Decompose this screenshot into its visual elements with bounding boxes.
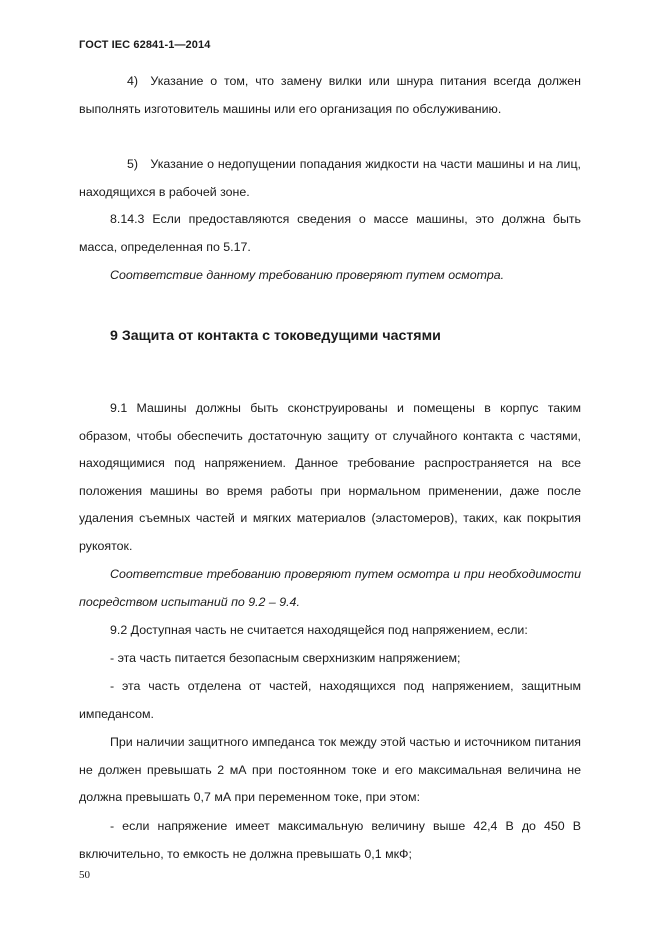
clause-8-14-3: 8.14.3 Если предоставляются сведения о массе машины, это должна быть масса, определенная по 5.17. [79,212,581,254]
section-heading: 9 Защита от контакта с токоведущими частями [110,328,441,344]
list-item-voltage: - если напряжение имеет максимальную величину выше 42,4 В до 450 В включительно, то емкость не должна превышать 0,1 мкФ; [79,819,581,861]
clause-9-1: 9.1 Машины должны быть сконструированы и помещены в корпус таким образом, чтобы обеспечить достаточную защиту от случайного контакта с частями, находящимися под напряжением. Данное требование распространяется на все положения машины во время работы при нормальном применении, даже после удаления съемных частей и мягких материалов (эластомеров), таких, как покрытия рукояток. [79,401,581,553]
document-header: ГОСТ IEC 62841-1—2014 [79,39,211,51]
list-item-5: 5) Указание о недопущении попадания жидкости на части машины и на лиц, находящихся в рабочей зоне. [79,157,581,199]
impedance-current-paragraph: При наличии защитного импеданса ток между этой частью и источником питания не должен превышать 2 мА при постоянном токе и его максимальная величина не должна превышать 0,7 мА при переменном токе, при этом: [79,735,581,804]
compliance-note-2: Соответствие требованию проверяют путем осмотра и при необходимости посредством испытаний по 9.2 – 9.4. [79,567,581,609]
list-item-4: 4) Указание о том, что замену вилки или шнура питания всегда должен выполнять изготовитель машины или его организация по обслуживанию. [79,74,581,116]
list-item-impedance: - эта часть отделена от частей, находящихся под напряжением, защитным импедансом. [79,679,581,721]
clause-9-2: 9.2 Доступная часть не считается находящейся под напряжением, если: [110,623,528,637]
list-item-selv: - эта часть питается безопасным сверхнизким напряжением; [110,651,461,665]
page-number: 50 [79,869,90,881]
compliance-note-1: Соответствие данному требованию проверяют путем осмотра. [110,268,505,282]
